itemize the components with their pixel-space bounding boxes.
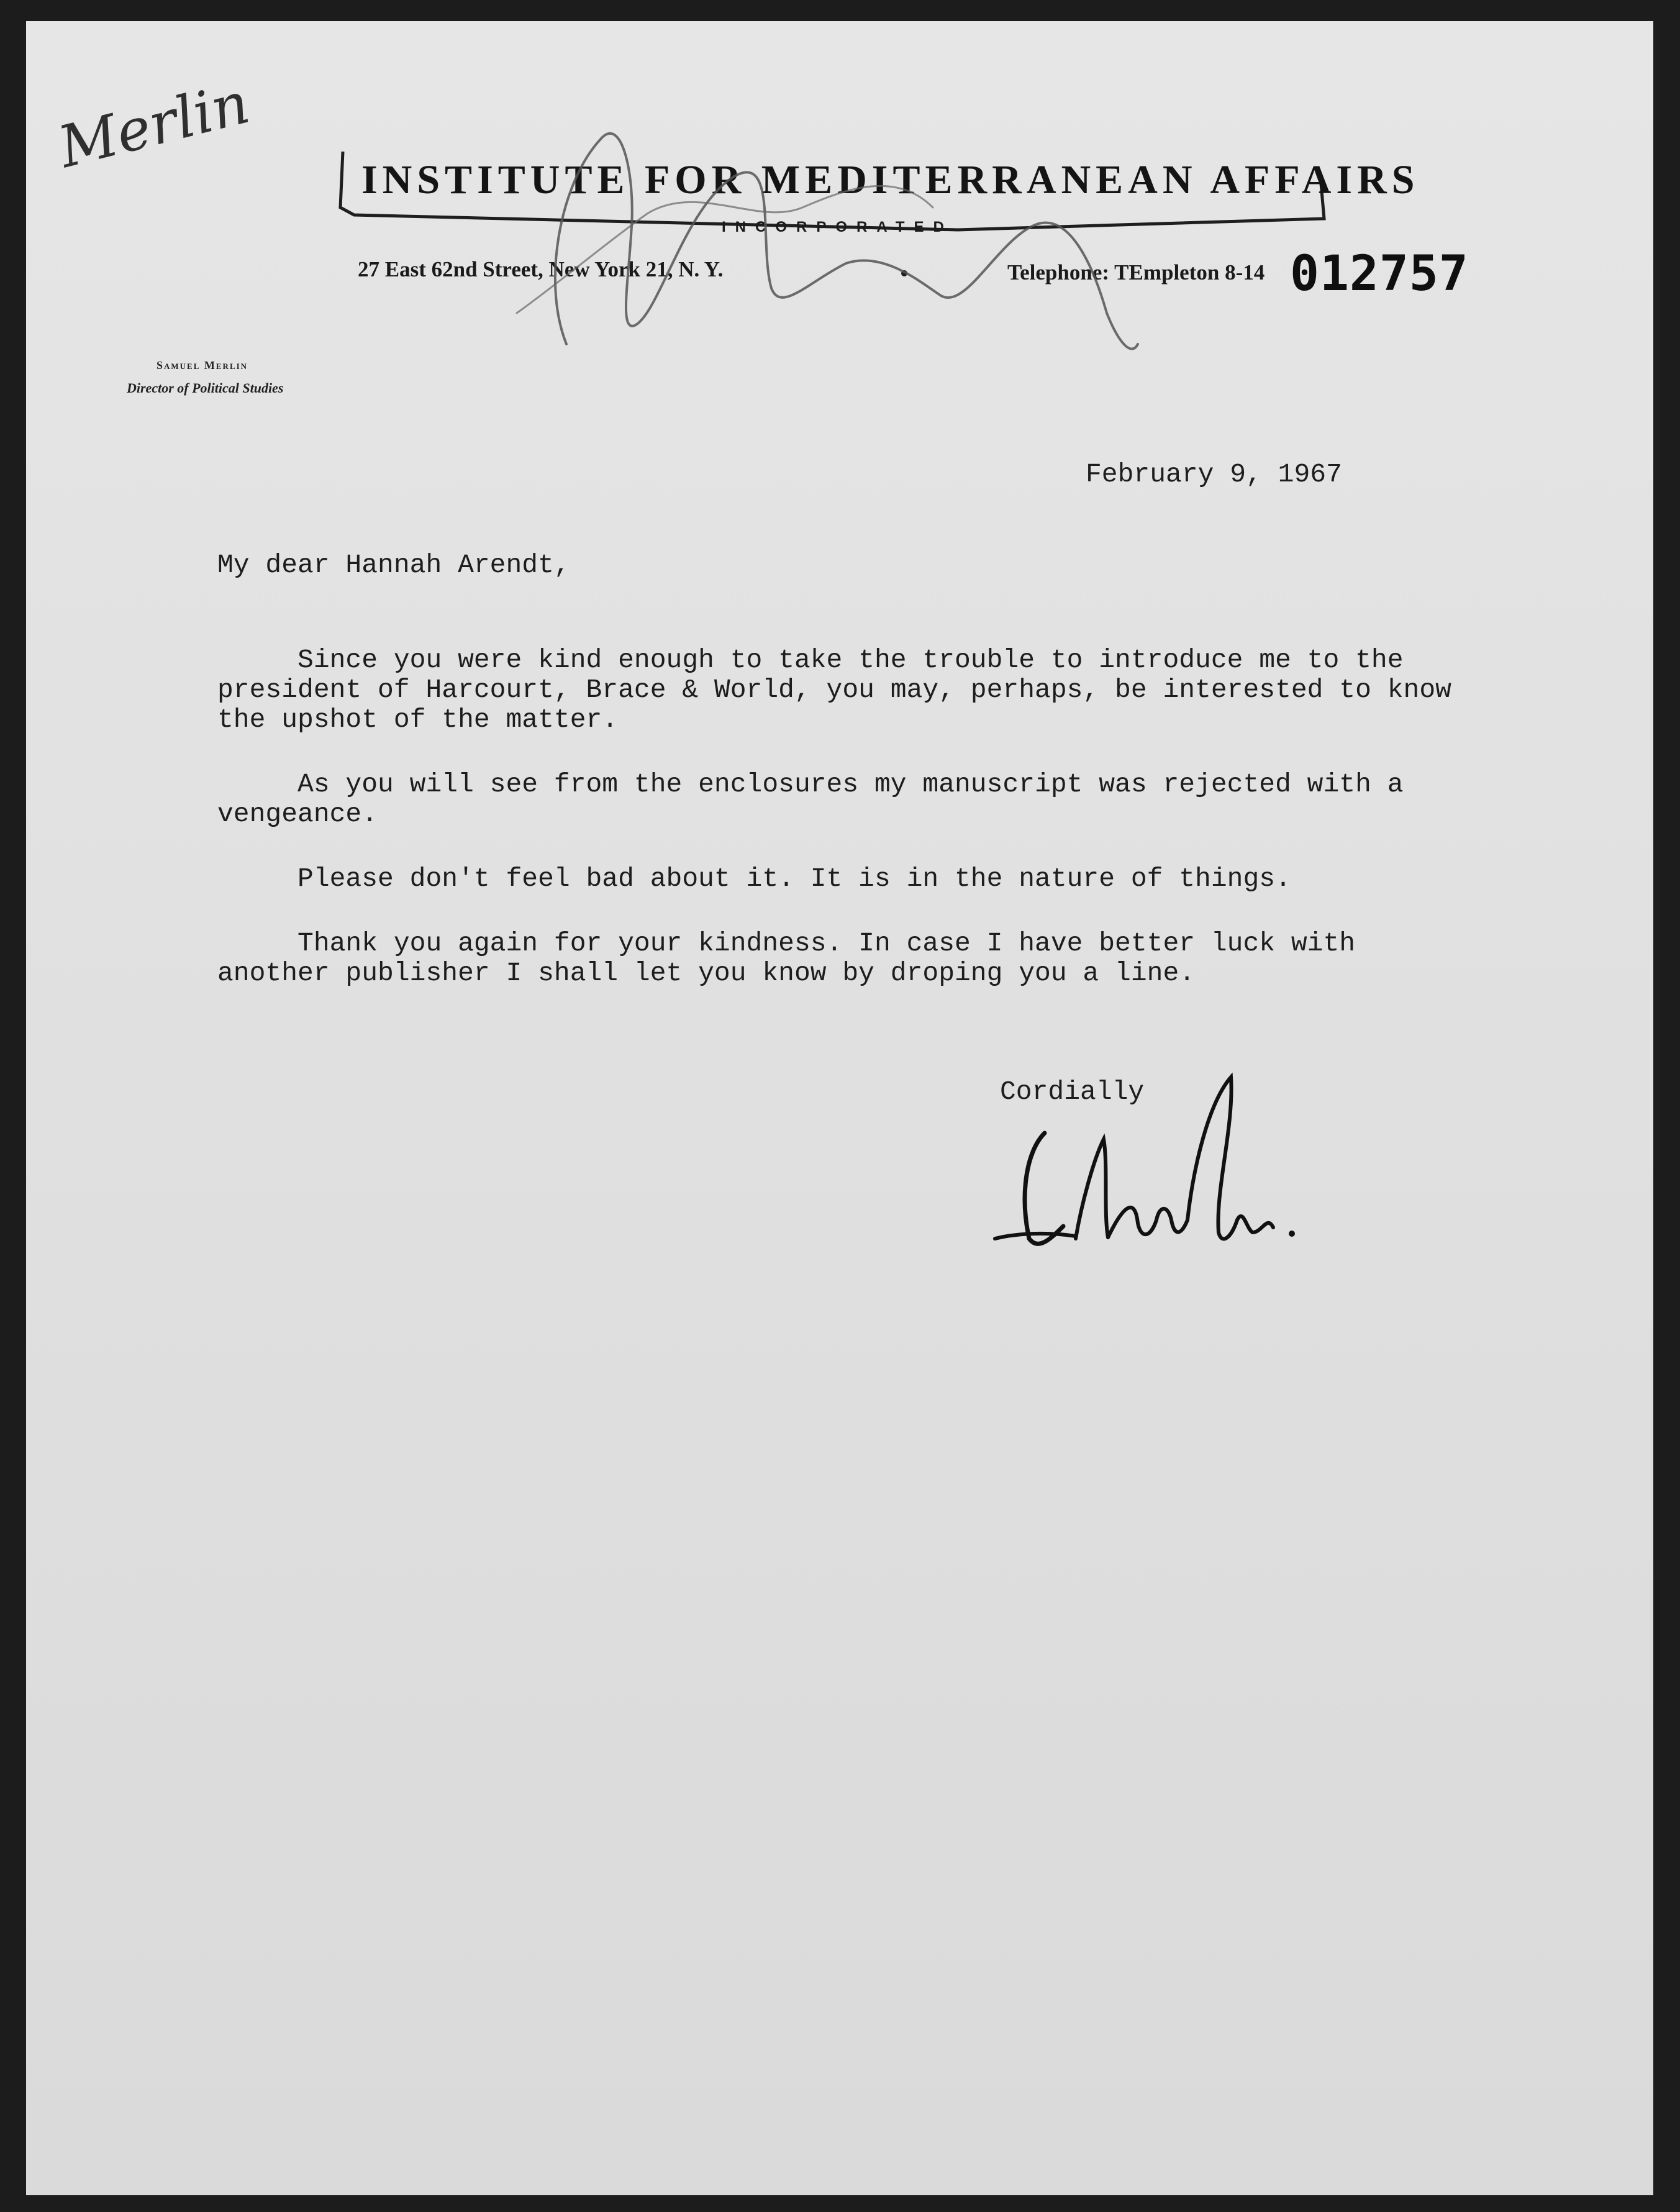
body-line: Thank you again for your kindness. In case I have better luck with xyxy=(217,928,1356,958)
closing: Cordially xyxy=(1000,1076,1145,1107)
letter-page xyxy=(26,21,1653,2195)
sender-name: Samuel Merlin xyxy=(157,359,248,371)
body-paragraph xyxy=(217,645,1609,735)
organization-address: 27 East 62nd Street, New York 21, N. Y. xyxy=(358,257,724,281)
body-line: the upshot of the matter. xyxy=(217,704,619,735)
organization-name: INSTITUTE FOR MEDITERRANEAN AFFAIRS xyxy=(361,157,1420,203)
body-paragraph xyxy=(217,864,1609,894)
signature xyxy=(970,1052,1318,1276)
sender-title: Director of Political Studies xyxy=(127,380,284,396)
body-line: Please don't feel bad about it. It is in the nature of things. xyxy=(217,863,1291,894)
letter-date: February 9, 1967 xyxy=(1086,459,1342,489)
salutation: My dear Hannah Arendt, xyxy=(217,550,570,580)
incorporated-label: INCORPORATED xyxy=(722,219,953,235)
body-line: another publisher I shall let you know by droping you a line. xyxy=(217,958,1196,988)
body-line: As you will see from the enclosures my manuscript was rejected with a xyxy=(217,769,1404,799)
body-paragraph xyxy=(217,770,1609,829)
body-line: Since you were kind enough to take the trouble to introduce me to the xyxy=(217,645,1404,675)
body-line: president of Harcourt, Brace & World, you may, perhaps, be interested to know xyxy=(217,675,1451,705)
letter-body xyxy=(217,645,1609,988)
pencil-scribble xyxy=(26,21,1653,406)
body-line: vengeance. xyxy=(217,799,378,829)
body-paragraph xyxy=(217,929,1609,988)
handwritten-note: Merlin xyxy=(52,70,256,181)
archive-stamp-number: 012757 xyxy=(1290,246,1469,302)
organization-telephone: Telephone: TEmpleton 8-14 xyxy=(1007,260,1265,284)
